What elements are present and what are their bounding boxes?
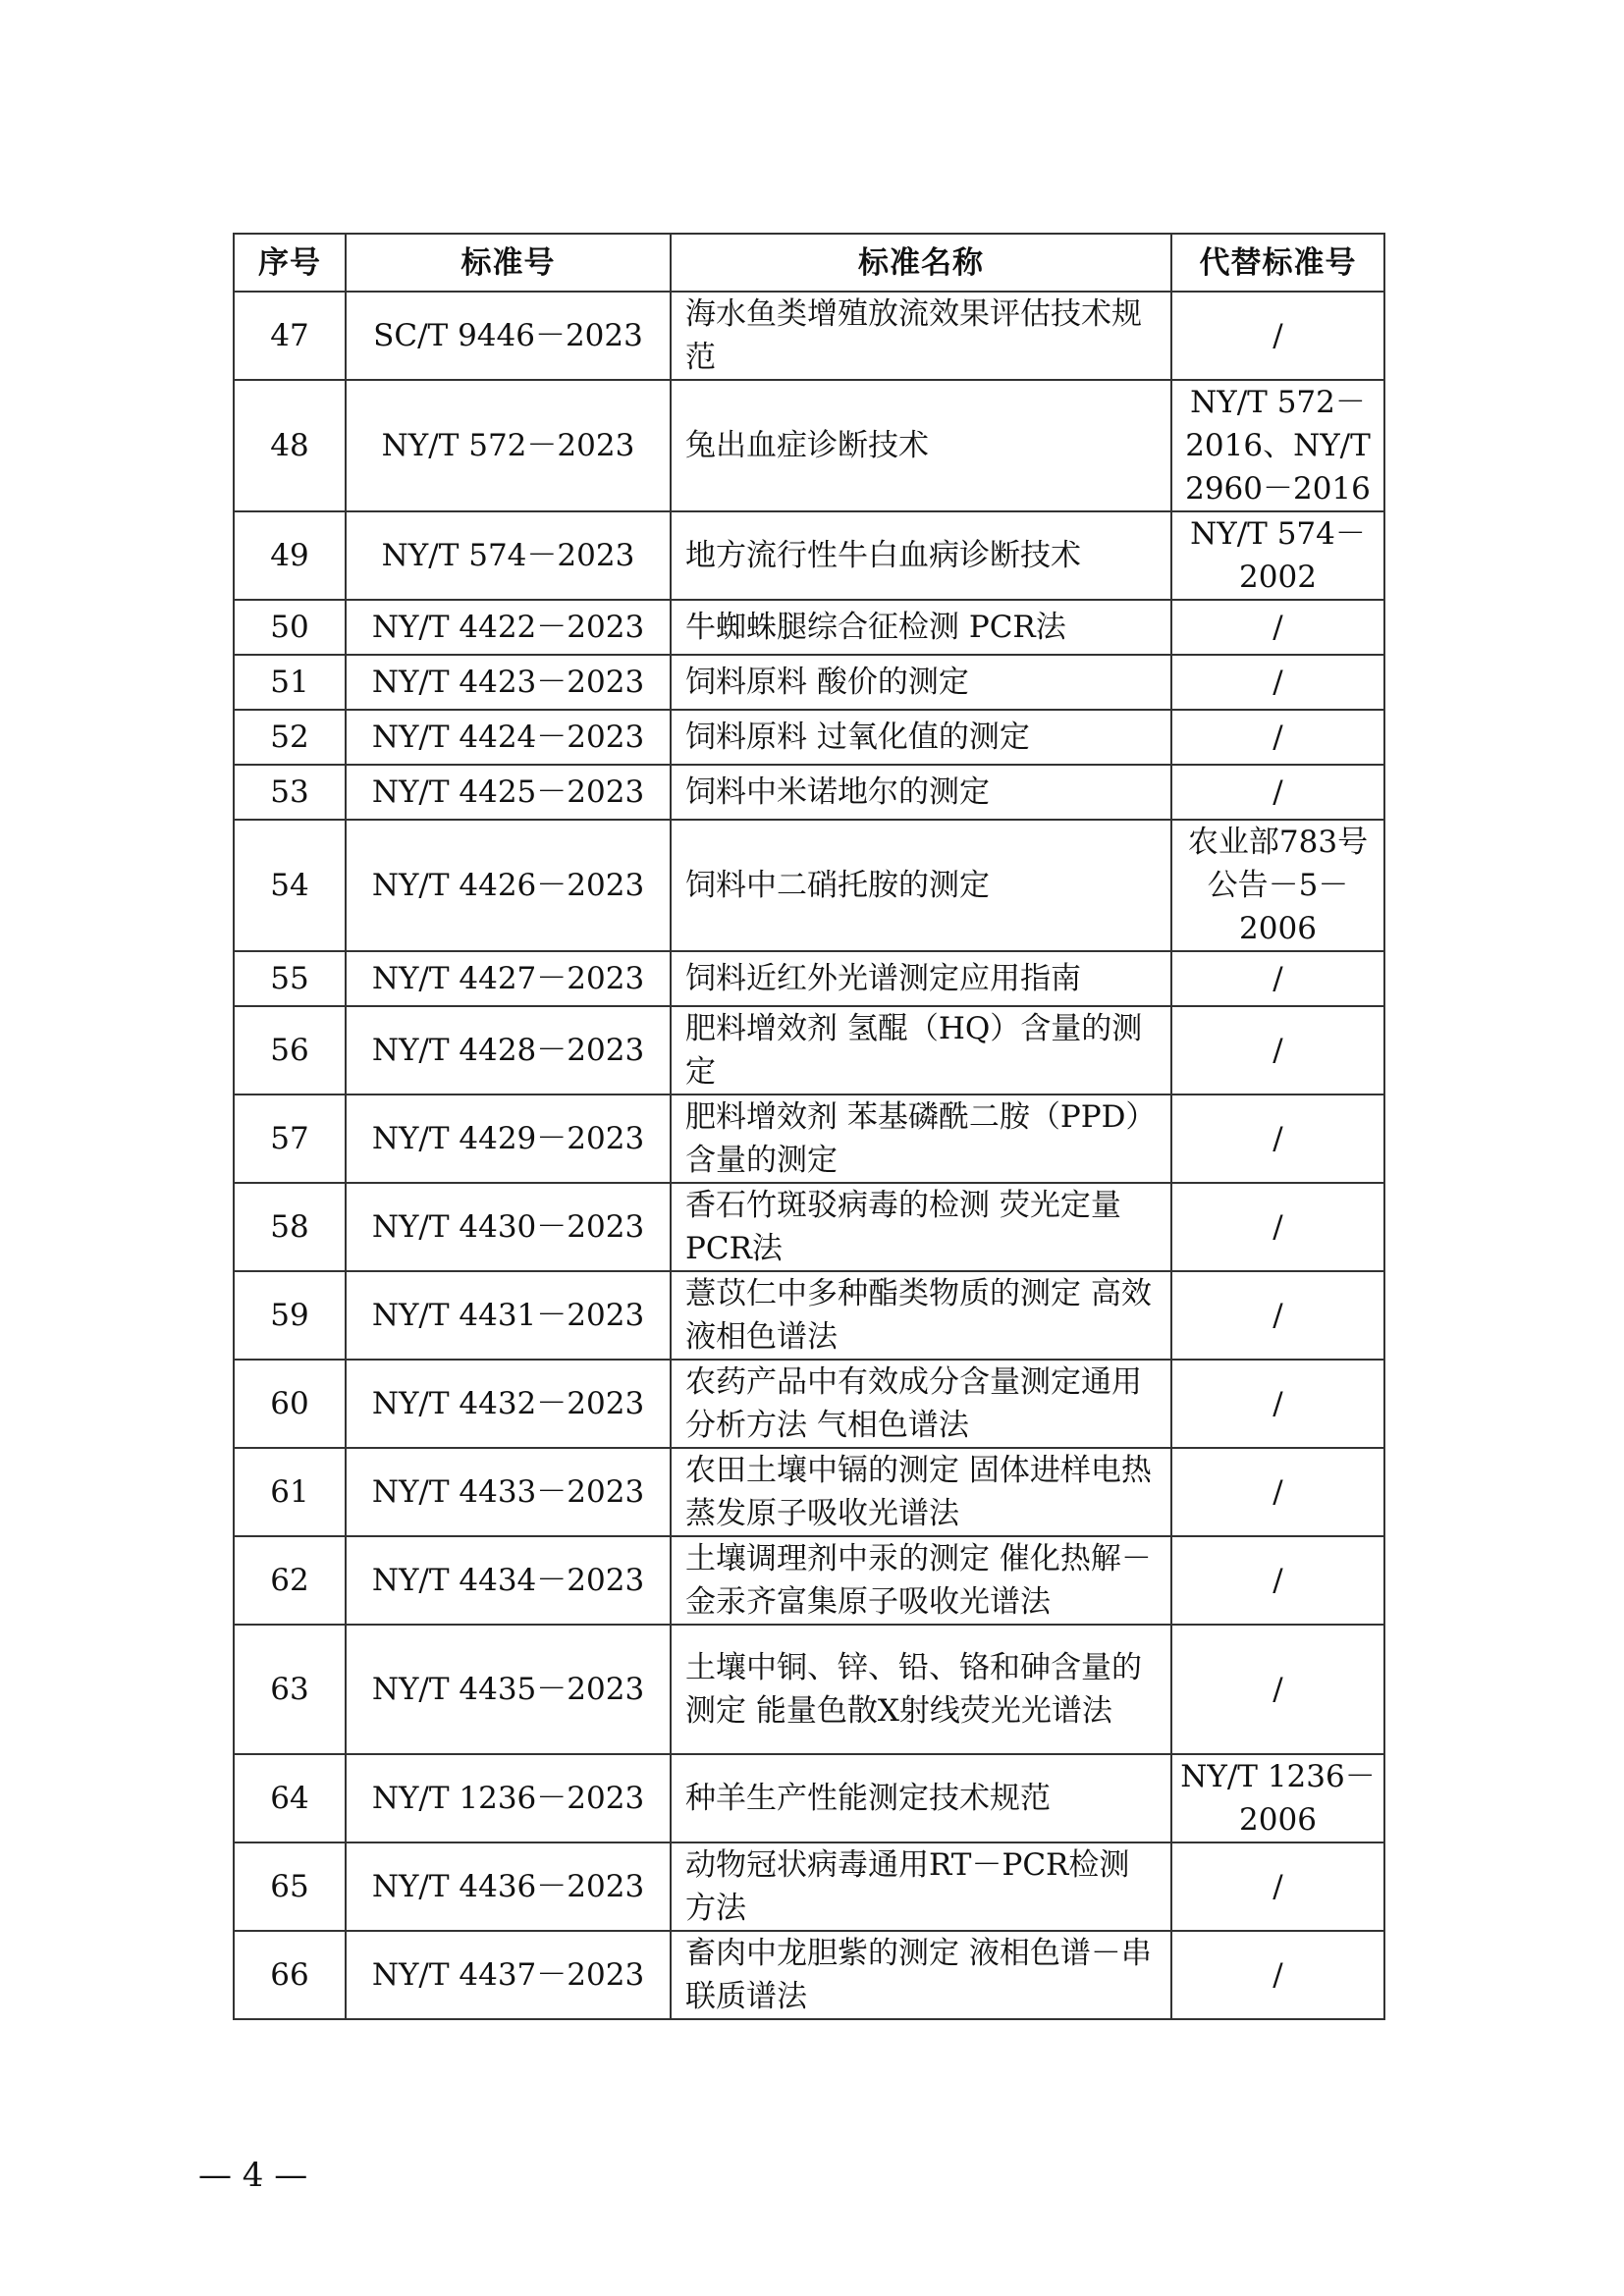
cell-replaced: / [1171, 655, 1384, 710]
cell-code: NY/T 4423－2023 [346, 655, 671, 710]
cell-name: 农药产品中有效成分含量测定通用分析方法 气相色谱法 [671, 1360, 1171, 1448]
header-replaced: 代替标准号 [1171, 234, 1384, 292]
cell-replaced: / [1171, 1095, 1384, 1183]
cell-code: NY/T 4427－2023 [346, 951, 671, 1006]
cell-replaced: / [1171, 1271, 1384, 1360]
cell-name: 海水鱼类增殖放流效果评估技术规范 [671, 292, 1171, 380]
page-number: — 4 — [198, 2156, 308, 2195]
cell-seq: 56 [234, 1006, 346, 1095]
cell-seq: 47 [234, 292, 346, 380]
cell-code: NY/T 1236－2023 [346, 1754, 671, 1842]
cell-name: 饲料原料 过氧化值的测定 [671, 710, 1171, 765]
cell-replaced: / [1171, 765, 1384, 820]
table-row [234, 655, 1384, 710]
cell-seq: 57 [234, 1095, 346, 1183]
cell-name: 畜肉中龙胆紫的测定 液相色谱－串联质谱法 [671, 1931, 1171, 2019]
cell-replaced: / [1171, 292, 1384, 380]
cell-name: 饲料原料 酸价的测定 [671, 655, 1171, 710]
cell-code: NY/T 4425－2023 [346, 765, 671, 820]
table-row [234, 1095, 1384, 1183]
header-code: 标准号 [346, 234, 671, 292]
table-row [234, 380, 1384, 511]
cell-name: 肥料增效剂 氢醌（HQ）含量的测定 [671, 1006, 1171, 1095]
cell-code: NY/T 4430－2023 [346, 1183, 671, 1271]
table-row [234, 951, 1384, 1006]
cell-seq: 58 [234, 1183, 346, 1271]
table-row [234, 765, 1384, 820]
cell-code: NY/T 4426－2023 [346, 820, 671, 951]
cell-replaced: / [1171, 1183, 1384, 1271]
cell-seq: 52 [234, 710, 346, 765]
cell-seq: 50 [234, 600, 346, 655]
cell-name: 土壤调理剂中汞的测定 催化热解－金汞齐富集原子吸收光谱法 [671, 1536, 1171, 1625]
cell-code: NY/T 4436－2023 [346, 1842, 671, 1931]
cell-replaced: NY/T 574－2002 [1171, 511, 1384, 600]
cell-replaced: / [1171, 1931, 1384, 2019]
cell-name: 香石竹斑驳病毒的检测 荧光定量PCR法 [671, 1183, 1171, 1271]
table-row [234, 292, 1384, 380]
table-row [234, 1183, 1384, 1271]
cell-seq: 54 [234, 820, 346, 951]
cell-code: NY/T 4429－2023 [346, 1095, 671, 1183]
cell-code: NY/T 4437－2023 [346, 1931, 671, 2019]
standards-table [233, 233, 1385, 2020]
cell-code: NY/T 4433－2023 [346, 1448, 671, 1536]
cell-replaced: / [1171, 710, 1384, 765]
cell-seq: 48 [234, 380, 346, 511]
cell-seq: 66 [234, 1931, 346, 2019]
cell-name: 种羊生产性能测定技术规范 [671, 1754, 1171, 1842]
cell-code: NY/T 4428－2023 [346, 1006, 671, 1095]
table-header-row [234, 234, 1384, 292]
cell-replaced: / [1171, 1536, 1384, 1625]
cell-replaced: / [1171, 1842, 1384, 1931]
cell-replaced: / [1171, 1360, 1384, 1448]
cell-replaced: / [1171, 951, 1384, 1006]
cell-code: SC/T 9446－2023 [346, 292, 671, 380]
cell-replaced: / [1171, 600, 1384, 655]
cell-code: NY/T 4435－2023 [346, 1625, 671, 1754]
cell-seq: 62 [234, 1536, 346, 1625]
cell-name: 兔出血症诊断技术 [671, 380, 1171, 511]
cell-code: NY/T 4431－2023 [346, 1271, 671, 1360]
cell-replaced: 农业部783号公告－5－2006 [1171, 820, 1384, 951]
cell-code: NY/T 4422－2023 [346, 600, 671, 655]
cell-seq: 61 [234, 1448, 346, 1536]
table-row [234, 1931, 1384, 2019]
table-row [234, 1006, 1384, 1095]
table-row [234, 511, 1384, 600]
cell-code: NY/T 574－2023 [346, 511, 671, 600]
cell-seq: 49 [234, 511, 346, 600]
table-row [234, 1842, 1384, 1931]
table-row [234, 1360, 1384, 1448]
cell-name: 肥料增效剂 苯基磷酰二胺（PPD）含量的测定 [671, 1095, 1171, 1183]
cell-seq: 63 [234, 1625, 346, 1754]
cell-replaced: NY/T 1236－2006 [1171, 1754, 1384, 1842]
header-name: 标准名称 [671, 234, 1171, 292]
table-row [234, 1625, 1384, 1754]
cell-name: 农田土壤中镉的测定 固体进样电热蒸发原子吸收光谱法 [671, 1448, 1171, 1536]
cell-seq: 59 [234, 1271, 346, 1360]
table-row [234, 710, 1384, 765]
cell-code: NY/T 4434－2023 [346, 1536, 671, 1625]
cell-seq: 55 [234, 951, 346, 1006]
cell-seq: 53 [234, 765, 346, 820]
cell-seq: 51 [234, 655, 346, 710]
cell-code: NY/T 4424－2023 [346, 710, 671, 765]
cell-code: NY/T 4432－2023 [346, 1360, 671, 1448]
cell-seq: 60 [234, 1360, 346, 1448]
cell-replaced: / [1171, 1625, 1384, 1754]
table-row [234, 1448, 1384, 1536]
cell-replaced: / [1171, 1006, 1384, 1095]
table-row [234, 820, 1384, 951]
cell-name: 薏苡仁中多种酯类物质的测定 高效液相色谱法 [671, 1271, 1171, 1360]
table-row [234, 1754, 1384, 1842]
table-row [234, 1271, 1384, 1360]
cell-name: 饲料中二硝托胺的测定 [671, 820, 1171, 951]
header-seq: 序号 [234, 234, 346, 292]
cell-name: 动物冠状病毒通用RT－PCR检测方法 [671, 1842, 1171, 1931]
table-row [234, 600, 1384, 655]
cell-replaced: NY/T 572－2016、NY/T 2960－2016 [1171, 380, 1384, 511]
cell-seq: 65 [234, 1842, 346, 1931]
cell-name: 土壤中铜、锌、铅、铬和砷含量的测定 能量色散X射线荧光光谱法 [671, 1625, 1171, 1754]
cell-name: 饲料中米诺地尔的测定 [671, 765, 1171, 820]
cell-seq: 64 [234, 1754, 346, 1842]
cell-code: NY/T 572－2023 [346, 380, 671, 511]
table-row [234, 1536, 1384, 1625]
cell-name: 牛蜘蛛腿综合征检测 PCR法 [671, 600, 1171, 655]
cell-name: 饲料近红外光谱测定应用指南 [671, 951, 1171, 1006]
table-body [234, 292, 1384, 2019]
cell-name: 地方流行性牛白血病诊断技术 [671, 511, 1171, 600]
cell-replaced: / [1171, 1448, 1384, 1536]
